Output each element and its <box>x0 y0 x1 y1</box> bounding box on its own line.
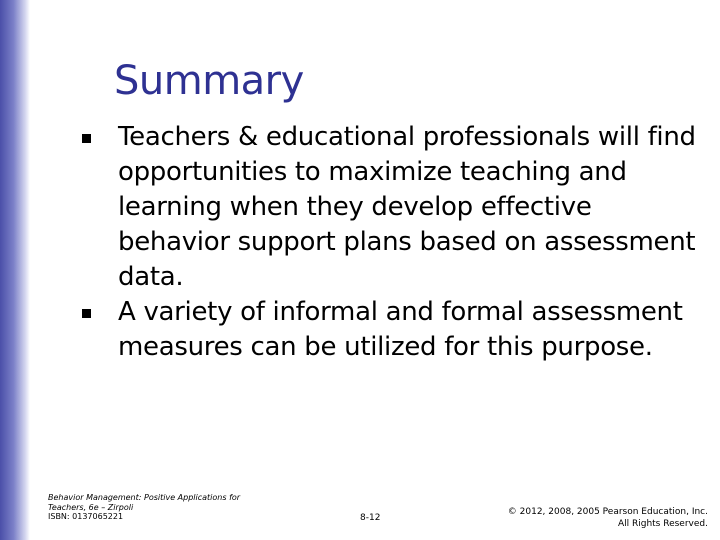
footer-isbn: ISBN: 0137065221 <box>48 512 124 521</box>
copyright-line-1: © 2012, 2008, 2005 Pearson Education, Inc. <box>507 507 708 517</box>
bullet-item <box>82 120 702 295</box>
bullet-item <box>82 295 702 365</box>
slide-title: Summary <box>114 58 304 104</box>
bullet-text: A variety of informal and formal assessment measures can be utilized for this purpose. <box>118 297 683 362</box>
bullet-text: Teachers & educational professionals will find opportunities to maximize teaching and learning when they develop effective behavior support plans based on assessment data. <box>118 122 696 292</box>
bullet-list <box>82 120 702 365</box>
page-number: 8-12 <box>360 513 381 523</box>
footer-copyright <box>508 506 708 530</box>
square-bullet-icon <box>82 134 91 143</box>
square-bullet-icon <box>82 309 91 318</box>
footer-book-title: Behavior Management: Positive Applications for Teachers, 6e – Zirpoli <box>48 493 241 512</box>
decorative-side-bar <box>0 0 30 540</box>
footer-book-info <box>48 493 278 522</box>
copyright-line-2: All Rights Reserved. <box>617 519 708 529</box>
